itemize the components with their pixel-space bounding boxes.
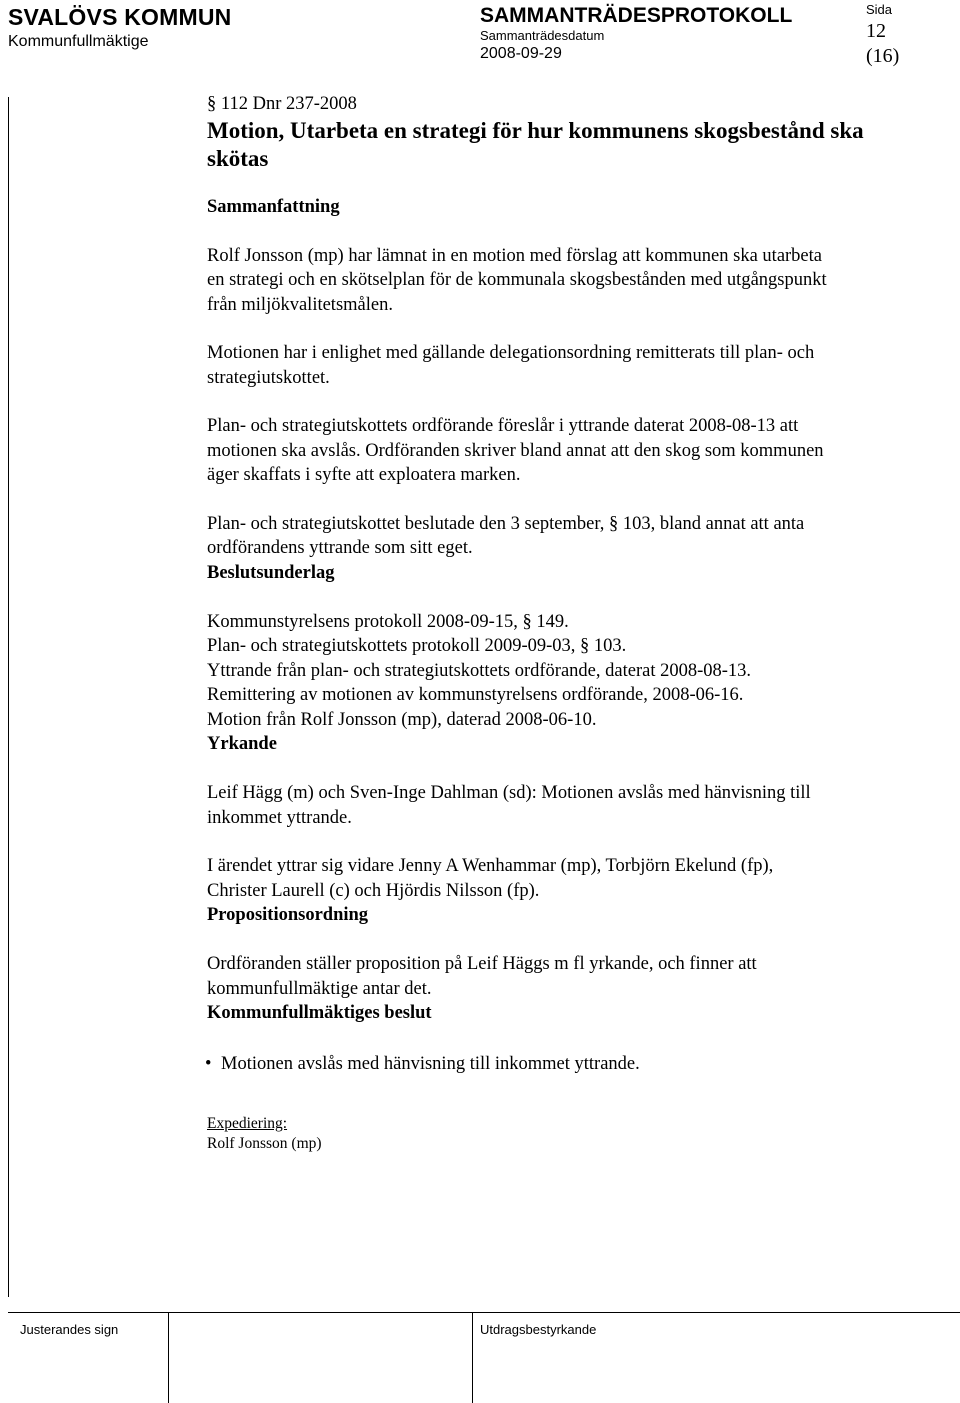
summary-paragraph-3	[207, 414, 947, 488]
text-line: kommunfullmäktige antar det.	[207, 978, 432, 999]
list-item: Motion från Rolf Jonsson (mp), daterad 2008-06-10.	[207, 709, 597, 730]
distribution-recipient: Rolf Jonsson (mp)	[207, 1135, 322, 1152]
item-title-line-1: Motion, Utarbeta en strategi för hur kommunens skogsbestånd ska	[207, 117, 864, 143]
committee-name: Kommunfullmäktige	[8, 33, 149, 50]
list-item: Yttrande från plan- och strategiutskottets ordförande, daterat 2008-08-13.	[207, 660, 752, 681]
extract-certification-label: Utdragsbestyrkande	[480, 1322, 597, 1337]
text-line: Motionen har i enlighet med gällande delegationsordning remitterats till plan- och	[207, 343, 815, 363]
summary-paragraph-4	[207, 512, 947, 561]
adjuster-signature-label: Justerandes sign	[20, 1322, 119, 1337]
list-item: Plan- och strategiutskottets protokoll 2009-09-03, § 103.	[207, 636, 627, 656]
heading-yrkande: Yrkande	[207, 734, 277, 754]
heading-beslut: Kommunfullmäktiges beslut	[207, 1003, 432, 1023]
text-line: inkommet yttrande.	[207, 807, 352, 828]
page-total: (16)	[866, 45, 900, 67]
diary-number: Dnr 237-2008	[252, 94, 357, 114]
text-line: motionen ska avslås. Ordföranden skriver bland annat att den skog som kommunen	[207, 440, 824, 461]
left-margin-rule	[8, 97, 9, 1297]
motion-paragraph-2	[207, 854, 947, 903]
decision-item	[205, 1052, 947, 1077]
footer-divider	[168, 1312, 169, 1403]
section-reference-row	[207, 92, 947, 117]
distribution-label: Expediering:	[207, 1115, 288, 1132]
text-line: strategiutskottet.	[207, 367, 330, 388]
text-line: I ärendet yttrar sig vidare Jenny A Wenhammar (mp), Torbjörn Ekelund (fp),	[207, 856, 774, 876]
section-number: § 112	[207, 94, 248, 114]
text-line: Christer Laurell (c) och Hjördis Nilsson (fp).	[207, 880, 540, 901]
bullet-icon: •	[205, 1053, 212, 1074]
meeting-date-label: Sammanträdesdatum	[480, 28, 605, 43]
decision-text: Motionen avslås med hänvisning till inkommet yttrande.	[221, 1053, 640, 1074]
summary-paragraph-2	[207, 341, 947, 390]
page-label: Sida	[866, 2, 893, 17]
item-title-line-2: skötas	[207, 145, 269, 171]
decision-basis-list	[207, 610, 947, 733]
text-line: en strategi och en skötselplan för de kommunala skogsbestånden med utgångspunkt	[207, 270, 827, 290]
footer-divider	[472, 1312, 473, 1403]
text-line: från miljökvalitetsmålen.	[207, 294, 393, 315]
text-line: Ordföranden ställer proposition på Leif Häggs m fl yrkande, och finner att	[207, 954, 757, 974]
motion-paragraph-1	[207, 781, 947, 830]
municipality-name: SVALÖVS KOMMUN	[8, 4, 232, 30]
summary-paragraph-1	[207, 244, 947, 318]
footer-rule	[8, 1312, 960, 1313]
meeting-date: 2008-09-29	[480, 45, 562, 62]
document-body	[207, 92, 947, 1154]
heading-beslutsunderlag: Beslutsunderlag	[207, 562, 335, 583]
text-line: ordförandens yttrande som sitt eget.	[207, 538, 473, 558]
text-line: Plan- och strategiutskottets ordförande föreslår i yttrande daterat 2008-08-13 att	[207, 416, 799, 436]
text-line: Rolf Jonsson (mp) har lämnat in en motion med förslag att kommunen ska utarbeta	[207, 245, 822, 266]
list-item: Kommunstyrelsens protokoll 2008-09-15, § 149.	[207, 611, 569, 632]
distribution-block	[207, 1114, 947, 1154]
list-item: Remittering av motionen av kommunstyrelsens ordförande, 2008-06-16.	[207, 685, 744, 705]
document-type: SAMMANTRÄDESPROTOKOLL	[480, 4, 793, 27]
proposition-paragraph	[207, 952, 947, 1001]
text-line: Leif Hägg (m) och Sven-Inge Dahlman (sd): Motionen avslås med hänvisning till	[207, 783, 811, 803]
text-line: äger skaffats i syfte att exploatera marken.	[207, 465, 521, 485]
heading-sammanfattning: Sammanfattning	[207, 196, 340, 217]
page-number: 12	[866, 20, 886, 42]
text-line: Plan- och strategiutskottet beslutade den 3 september, § 103, bland annat att anta	[207, 513, 805, 534]
heading-propositionsordning: Propositionsordning	[207, 905, 369, 925]
